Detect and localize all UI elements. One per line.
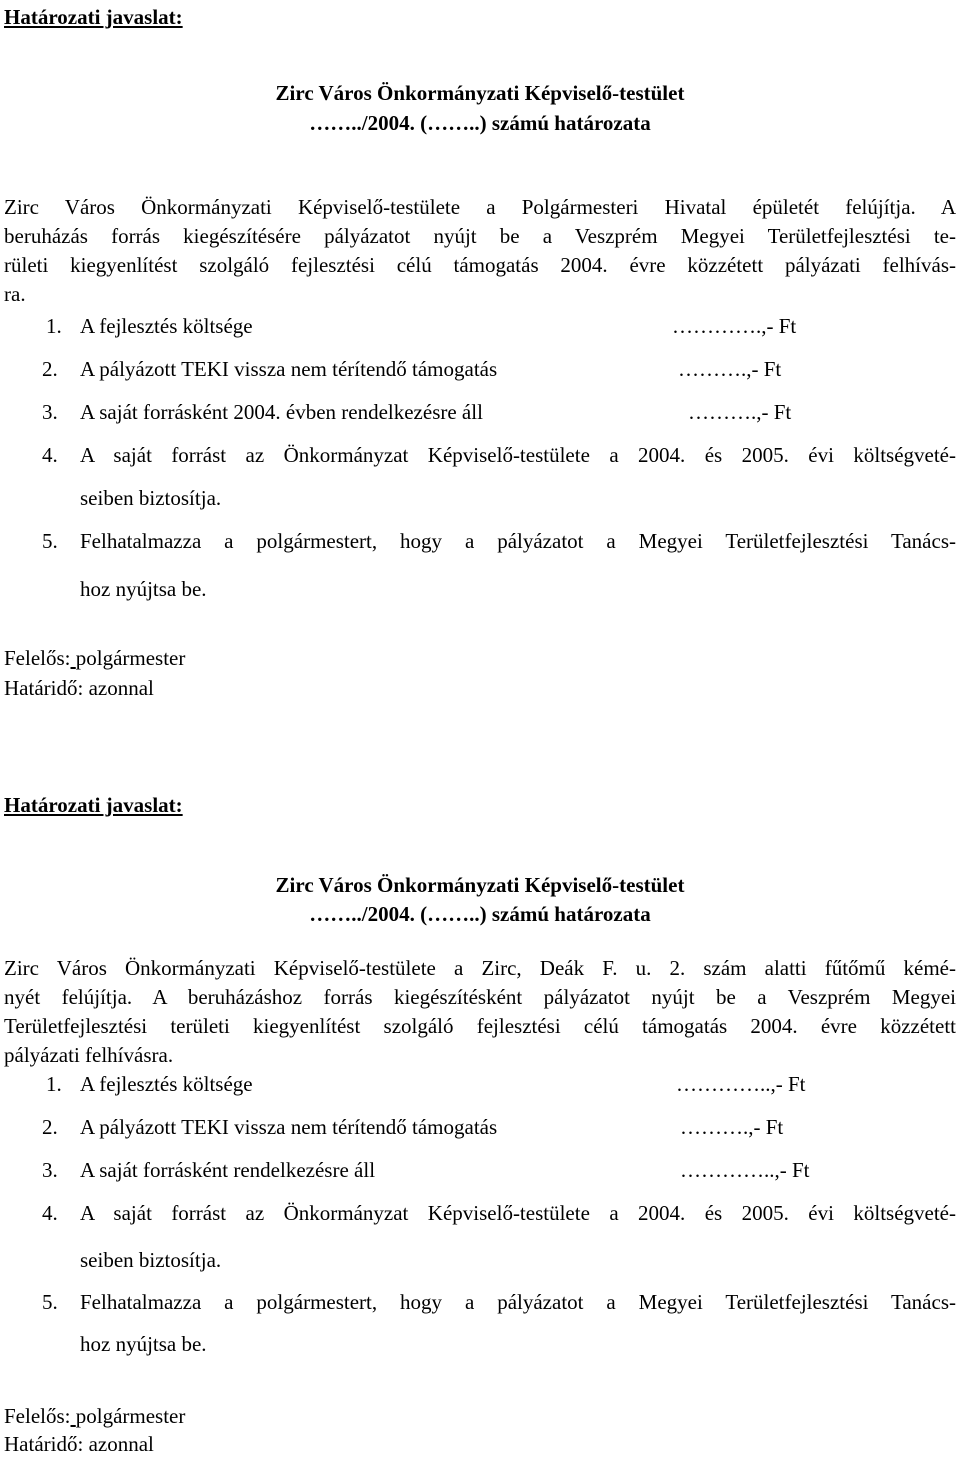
section1-deadline [4,674,154,703]
deadline-label: Határidő: [4,1432,84,1456]
section2-responsible [4,1402,185,1431]
paragraph-line: ra. [4,282,26,306]
section2-item-4 [0,1199,960,1271]
section1-paragraph [4,193,956,309]
item-line: seiben biztosítja. [80,486,222,510]
section2-item-5 [0,1288,960,1360]
item-line: A saját forrást az Önkormányzat Képviselő-testülete a 2004. és 2005. évi költségveté- [80,443,956,467]
section2-item-3 [0,1156,960,1185]
item-value: ……….,- Ft [688,400,792,424]
paragraph-line: Zirc Város Önkormányzati Képviselő-testülete a Polgármesteri Hivatal épületét felújítja. A [4,195,956,219]
item-value: …………..,- Ft [676,1072,806,1096]
item-number: 5. [42,1290,58,1314]
item-number: 3. [42,1158,58,1182]
section2-title-line1: Zirc Város Önkormányzati Képviselő-testület [275,873,685,897]
responsible-value: polgármester [75,646,186,670]
responsible-label: Felelős: [4,646,71,670]
item-line: hoz nyújtsa be. [80,577,207,601]
item-number: 2. [42,1115,58,1139]
item-text: A fejlesztés költsége [80,314,253,338]
section2-paragraph [4,954,956,1070]
section1-item-5 [0,527,960,599]
paragraph-line: Zirc Város Önkormányzati Képviselő-testülete a Zirc, Deák F. u. 2. szám alatti fűtőmű kémé- [4,956,956,980]
item-text: A pályázott TEKI vissza nem térítendő támogatás [80,357,498,381]
section1-responsible [4,644,185,673]
item-text: A saját forrásként 2004. évben rendelkezésre áll [80,400,483,424]
section1-item-4 [0,441,960,513]
item-line: Felhatalmazza a polgármestert, hogy a pályázatot a Megyei Területfejlesztési Tanács- [80,1290,956,1314]
item-number: 1. [46,314,62,338]
item-line: seiben biztosítja. [80,1248,222,1272]
section1-title-line2: ……../2004. (……..) számú határozata [309,111,651,135]
paragraph-line: rületi kiegyenlítést szolgáló fejlesztési célú támogatás 2004. évre közzétett pályázati felhívás- [4,253,956,277]
item-number: 4. [42,1201,58,1225]
item-text [80,1288,956,1359]
responsible-label: Felelős: [4,1404,71,1428]
deadline-label: Határidő: [4,676,84,700]
paragraph-line: Területfejlesztési területi kiegyenlítést szolgáló fejlesztési célú támogatás 2004. évre közzétett [4,1014,956,1038]
item-line: Felhatalmazza a polgármestert, hogy a pályázatot a Megyei Területfejlesztési Tanács- [80,529,956,553]
item-number: 4. [42,443,58,467]
section1-item-1 [0,312,960,341]
item-text [80,527,956,604]
section2-title-line2: ……../2004. (……..) számú határozata [309,902,651,926]
item-value: ……….,- Ft [678,357,782,381]
item-text [80,441,956,513]
item-text: A fejlesztés költsége [80,1072,253,1096]
item-number: 5. [42,529,58,553]
paragraph-line: pályázati felhívásra. [4,1043,174,1067]
section2-heading: Határozati javaslat: [4,793,183,817]
deadline-value: azonnal [88,1432,154,1456]
item-line: A saját forrást az Önkormányzat Képviselő-testülete a 2004. és 2005. évi költségveté- [80,1201,956,1225]
paragraph-line: beruházás forrás kiegészítésére pályázatot nyújt be a Veszprém Megyei Területfejlesztési te- [4,224,956,248]
deadline-value: azonnal [88,676,154,700]
section1-heading: Határozati javaslat: [4,5,183,29]
section1-item-2 [0,355,960,384]
section2-item-2 [0,1113,960,1142]
item-number: 1. [46,1072,62,1096]
paragraph-line: nyét felújítja. A beruházáshoz forrás kiegészítésként pályázatot nyújt be a Veszprém Megyei [4,985,956,1009]
section1-title-line1: Zirc Város Önkormányzati Képviselő-testület [275,81,685,105]
item-number: 2. [42,357,58,381]
item-text: A saját forrásként rendelkezésre áll [80,1158,376,1182]
responsible-value: polgármester [75,1404,186,1428]
item-text [80,1199,956,1275]
item-text: A pályázott TEKI vissza nem térítendő támogatás [80,1115,498,1139]
section2-deadline [4,1430,154,1459]
section2-item-1 [0,1070,960,1099]
item-value: ………….,- Ft [672,314,797,338]
item-line: hoz nyújtsa be. [80,1332,207,1356]
section1-item-3 [0,398,960,427]
item-value: ……….,- Ft [680,1115,784,1139]
item-number: 3. [42,400,58,424]
item-value: …………..,- Ft [680,1158,810,1182]
